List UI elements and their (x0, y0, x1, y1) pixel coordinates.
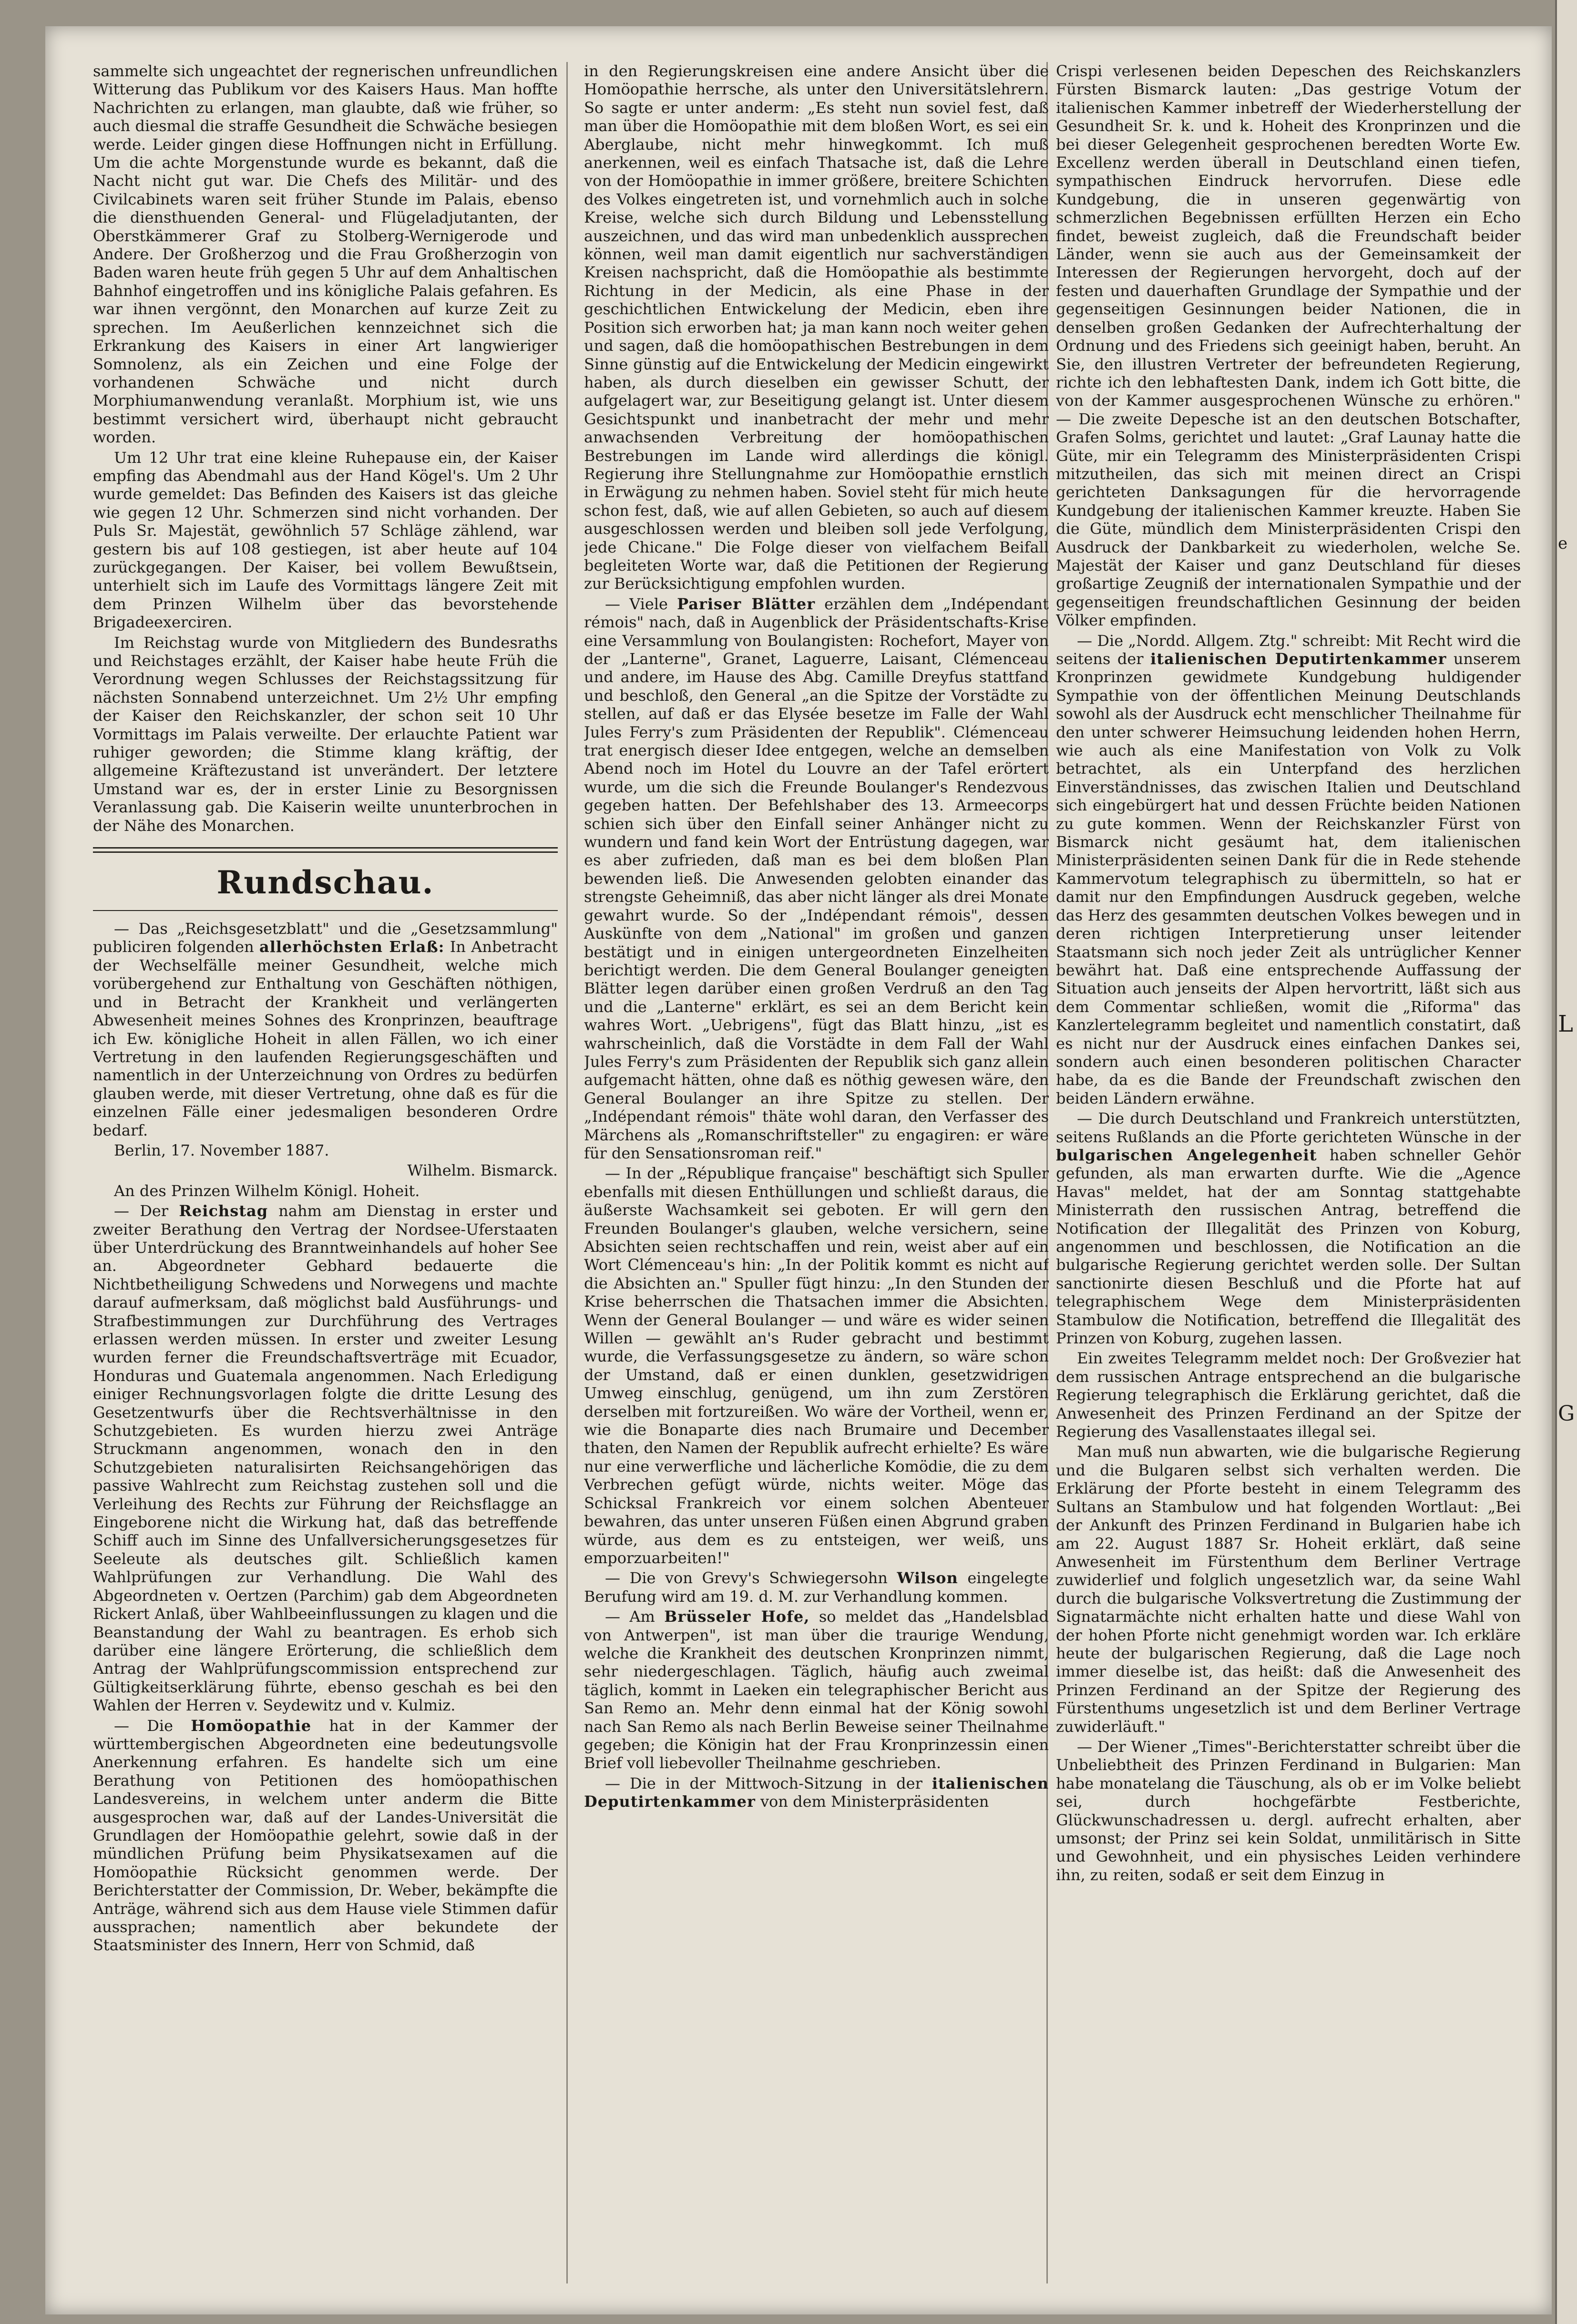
article-paragraph: — Das „Reichsgesetzblatt" und die „Gesetzsammlung" publiciren folgenden allerhöchsten Erlaß: In Anbetracht der Wechselfälle meiner Gesundheit, welche mich vorübergehend zur Enthaltung von Geschäften nöthigen, und in Betracht der Krankheit und verlängerten Abwesenheit meines Sohnes des Kronprinzen, beauftrage ich Ew. königliche Hoheit in allen Fällen, wo ich einer Vertretung in den laufenden Regierungsgeschäften und namentlich in der Unterzeichnung von Ordres zu bedürfen glauben werde, mit dieser Vertretung, ohne daß es für die einzelnen Fälle einer jedesmaligen besonderen Ordre bedarf. (93, 920, 558, 1139)
article-paragraph: — Der Reichstag nahm am Dienstag in erster und zweiter Berathung den Vertrag der Nordsee-Uferstaaten über Unterdrückung des Branntweinhandels auf hoher See an. Abgeordneter Gebhard bedauerte die Nichtbetheiligung Schwedens und Norwegens und machte darauf aufmerksam, daß möglichst bald Ausführungs- und Strafbestimmungen zur Durchführung des Vertrages erlassen werden müssen. In erster und zweiter Lesung wurden ferner die Freundschaftsverträge mit Ecuador, Honduras und Guatemala angenommen. Nach Erledigung einiger Rechnungsvorlagen folgte die dritte Lesung des Gesetzentwurfs über die Rechtsverhältnisse in den Schutzgebieten. Es wurden hierzu zwei Anträge Struckmann angenommen, wonach den in den Schutzgebieten naturalisirten Reichsangehörigen das passive Wahlrecht zum Reichstag zustehen soll und die Verleihung des Rechts zur Führung der Reichsflagge an Eingeborene nicht die Wirkung hat, daß das betreffende Schiff auch im Sinne des Unfallversicherungsgesetzes für Seeleute als deutsches gilt. Schließlich kamen Wahlprüfungen zur Verhandlung. Die Wahl des Abgeordneten v. Oertzen (Parchim) gab dem Abgeordneten Rickert Anlaß, über Wahlbeeinflussungen zu klagen und die Beanstandung der Wahl zu beantragen. Es erhob sich darüber eine längere Erörterung, die schließlich dem Antrag der Wahlprüfungscommission entsprechend zur Gültigkeitserklärung führte, ebenso geschah es bei den Wahlen der Herren v. Seydewitz und v. Kulmiz. (93, 1202, 558, 1715)
headline-keyword: allerhöchsten Erlaß: (259, 938, 445, 956)
column-3 (1056, 62, 1521, 2283)
paragraph: Um 12 Uhr trat eine kleine Ruhepause ein, der Kaiser empfing das Abendmahl aus der Hand Kögel's. Um 2 Uhr wurde gemeldet: Das Befinden des Kaisers ist das gleiche wie gegen 12 Uhr. Schmerzen sind nicht vorhanden. Der Puls Sr. Majestät, gewöhnlich 57 Schläge zählend, war gestern bis auf 108 gestiegen, ist aber heute auf 104 zurückgegangen. Der Kaiser, bei vollem Bewußtsein, unterhielt sich im Laufe des Vormittags längere Zeit mit dem Prinzen Wilhelm über das bevorstehende Brigadeexerciren. (93, 448, 558, 632)
headline-keyword: Reichstag (179, 1202, 268, 1220)
column-1 (93, 62, 558, 2283)
article-paragraph: — Die durch Deutschland und Frankreich unterstützten, seitens Rußlands an die Pforte gerichteten Wünsche in der bulgarischen Angelegenheit haben schneller Gehör gefunden, als man erwarten durfte. Wie die „Agence Havas" meldet, hat der am Sonntag stattgehabte Ministerrath den russischen Antrag, betreffend die Notification der Illegalität des Prinzen von Koburg, angenommen und beschlossen, die Notification an die bulgarische Regierung gerichtet werden solle. Der Sultan sanctionirte diesen Beschluß und die Pforte hat auf telegraphischem Wege dem Ministerpräsidenten Stambulow die Notification, betreffend die Illegalität des Prinzen von Koburg, zugehen lassen. (1056, 1109, 1521, 1348)
section-heading: Rundschau. (216, 864, 434, 901)
column-rule (566, 62, 568, 2283)
paragraph: Ein zweites Telegramm meldet noch: Der Großvezier hat dem russischen Antrage entsprechend an die bulgarische Regierung telegraphisch die Erklärung gerichtet, daß die Anwesenheit des Prinzen Ferdinand an der Spitze der Regierung des Vasallenstaates illegal sei. (1056, 1349, 1521, 1441)
article-paragraph: — Die in der Mittwoch-Sitzung in der italienischen Deputirtenkammer von dem Ministerpräsidenten (584, 1774, 1049, 1811)
article-paragraph: — Am Brüsseler Hofe, so meldet das „Handelsblad von Antwerpen", ist man über die traurige Wendung, welche die Krankheit des deutschen Kronprinzen nimmt, sehr niedergeschlagen. Täglich, häufig auch zweimal täglich, kommt in Laeken ein telegraphischer Bericht aus San Remo an. Mehr denn einmal hat der König sowohl nach San Remo als nach Berlin Beweise seiner Theilnahme gegeben; die Königin hat der Frau Kronprinzessin einen Brief voll liebevoller Theilnahme geschrieben. (584, 1607, 1049, 1772)
edge-letter: L (1558, 1011, 1573, 1037)
headline-keyword: italienischen Deputirtenkammer (1150, 650, 1447, 668)
headline-keyword: Homöopathie (191, 1716, 312, 1735)
paragraph: sammelte sich ungeachtet der regnerischen unfreundlichen Witterung das Publikum vor des Kaisers Haus. Man hoffte Nachrichten zu erlangen, man glaubte, daß wie früher, so auch diesmal die straffe Gesundheit die Schwäche besiegen werde. Leider gingen diese Hoffnungen nicht in Erfüllung. Um die achte Morgenstunde wurde es bekannt, daß die Nacht nicht gut war. Die Chefs des Militär- und des Civilcabinets waren seit früher Stunde im Palais, ebenso die diensthuenden General- und Flügeladjutanten, der Oberstkämmerer Graf zu Stolberg-Wernigerode und Andere. Der Großherzog und die Frau Großherzogin von Baden waren heute früh gegen 5 Uhr auf dem Anhaltischen Bahnhof eingetroffen und ins königliche Palais gefahren. Es war ihnen vergönnt, den Monarchen auf kurze Zeit zu sprechen. Im Aeußerlichen kennzeichnet sich die Erkrankung des Kaisers in einer Art langwieriger Somnolenz, als ein Zeichen und eine Folge der vorhandenen Schwäche und nicht durch Morphiumanwendung veranlaßt. Morphium ist, wie uns bestimmt versichert wird, überhaupt nicht gebraucht worden. (93, 62, 558, 447)
paragraph: Man muß nun abwarten, wie die bulgarische Regierung und die Bulgaren selbst sich verhalten werden. Die Erklärung der Pforte besteht in einem Telegramm des Sultans an Stambulow und hat folgenden Wortlaut: „Bei der Ankunft des Prinzen Ferdinand in Bulgarien habe ich am 22. August 1887 Sr. Hoheit erklärt, daß seine Anwesenheit im Fürstenthum dem Berliner Vertrage zuwiderlief und folglich ungesetzlich war, da seine Wahl durch die bulgarische Volksvertretung die Zustimmung der Signatarmächte nicht erhalten hatte und diese Wahl von der hohen Pforte nicht genehmigt worden war. Ich erkläre heute der bulgarischen Regierung, daß die Lage noch immer dieselbe ist, das heißt: daß die Anwesenheit des Prinzen Ferdinand an der Spitze der Regierung des Fürstenthums ungesetzlich ist und dem Berliner Vertrage zuwiderläuft." (1056, 1443, 1521, 1736)
article-paragraph: — Die Homöopathie hat in der Kammer der württembergischen Abgeordneten eine bedeutungsvolle Anerkennung erfahren. Es handelte sich um eine Berathung von Petitionen des homöopathischen Landesvereins, in welchem unter anderm die Bitte ausgesprochen war, daß auf der Landes-Universität die Grundlagen der Homöopathie gelehrt, sowie daß in der mündlichen Prüfung beim Physikatsexamen auf die Homöopathie Rücksicht genommen werde. Der Berichterstatter der Commission, Dr. Weber, bekämpfte die Anträge, während sich aus dem Hause viele Stimmen dafür aussprachen; namentlich aber bekundete der Staatsminister des Innern, Herr von Schmid, daß (93, 1716, 558, 1955)
headline-keyword: italienischen Deputirtenkammer (584, 1774, 1049, 1811)
column-2 (584, 62, 1049, 2283)
paragraph: — In der „République française" beschäftigt sich Spuller ebenfalls mit diesen Enthüllungen und schließt daraus, die äußerste Wachsamkeit sei geboten. Er will gern den Freunden Boulanger's glauben, welche versichern, seine Absichten seien rechtschaffen und rein, weist aber auf ein Wort Clémenceau's hin: „In der Politik kommt es nicht auf die Absichten an." Spuller fügt hinzu: „In den Stunden der Krise beherrschen die Thatsachen immer die Absichten. Wenn der General Boulanger — und wäre es wider seinen Willen — gewählt an's Ruder gebracht und bestimmt wurde, die Verfassungsgesetze zu ändern, so wäre schon der Umstand, daß er einen dunklen, gesetzwidrigen Umweg einschlug, genügend, um ihn zum Zerstören derselben mit fortzureißen. Wo wäre der Vortheil, wenn er, wie die Bonaparte dies nach Brumaire und December thaten, den Namen der Republik aufrecht erhielte? Es wäre nur eine verwerfliche und lächerliche Komödie, die zu dem Verbrechen gefügt würde, nichts weiter. Möge das Schicksal Frankreich vor einem solchen Abenteuer bewahren, das unter unseren Füßen einen Abgrund graben würde, aus dem es zu entsteigen, wer weiß, uns emporzuarbeiten!" (584, 1164, 1049, 1567)
article-paragraph: — Die „Nordd. Allgem. Ztg." schreibt: Mit Recht wird die seitens der italienischen Deputirtenkammer unserem Kronprinzen gewidmete Kundgebung huldigender Sympathie von der öffentlichen Meinung Deutschlands sowohl als der Ausdruck echt menschlicher Theilnahme für den unter schwerer Heimsuchung leidenden hohen Herrn, wie auch als eine Manifestation von Volk zu Volk betrachtet, als ein Unterpfand des herzlichen Einverständnisses, das zwischen Italien und Deutschland sich eingebürgert hat und dessen Früchte beiden Nationen zu gute kommen. Wenn der Reichskanzler Fürst von Bismarck nicht gesäumt hat, dem italienischen Ministerpräsidenten seinen Dank für die in Rede stehende Kammervotum telegraphisch zu übermitteln, so hat er damit nur den Empfindungen Ausdruck gegeben, welche das Herz des gesammten deutschen Volkes bewegen und in deren richtigen Interpretierung unser leitender Staatsmann sich noch jeder Zeit als untrüglicher Kenner bewährt hat. Daß eine entsprechende Auffassung der Situation auch jenseits der Alpen hervortritt, läßt sich aus dem Commentar schließen, womit die „Riforma" das Kanzlertelegramm begleitet und namentlich constatirt, daß es nicht nur der Ausdruck eines einfachen Dankes sei, sondern auch einen besonderen politischen Character habe, da es die Bande der Freundschaft zwischen den beiden Ländern erwähne. (1056, 631, 1521, 1107)
headline-keyword: Pariser Blätter (677, 594, 816, 613)
paragraph: — Der Wiener „Times"-Berichterstatter schreibt über die Unbeliebtheit des Prinzen Ferdinand in Bulgarien: Man habe monatelang die Täuschung, als ob er im Volke beliebt sei, durch hochgefärbte Festberichte, Glückwunschadressen u. dergl. aufrecht erhalten, aber umsonst; der Prinz sei kein Soldat, unmilitärisch in Sitte und Gewohnheit, und ein physisches Leiden verhindere ihn, zu reiten, sodaß er seit dem Einzug in (1056, 1737, 1521, 1884)
paragraph: Im Reichstag wurde von Mitgliedern des Bundesraths und Reichstages erzählt, der Kaiser habe heute Früh die Verordnung wegen Schlusses der Reichstagssitzung für nächsten Sonnabend unterzeichnet. Um 2½ Uhr empfing der Kaiser den Reichskanzler, der schon seit 10 Uhr Vormittags im Palais verweilte. Der erlauchte Patient war ruhiger geworden; die Stimme klang kräftig, der allgemeine Kräftezustand ist unverändert. Der letztere Umstand war es, der in erster Linie zu Besorgnissen Veranlassung gab. Die Kaiserin weilte ununterbrochen in der Nähe des Monarchen. (93, 633, 558, 835)
headline-keyword: bulgarischen Angelegenheit (1056, 1146, 1317, 1164)
headline-keyword: Brüsseler Hofe, (664, 1607, 810, 1626)
next-page-edge (1555, 0, 1577, 2324)
paragraph: in den Regierungskreisen eine andere Ansicht über die Homöopathie herrsche, als unter den Universitätslehrern. So sagte er unter anderm: „Es steht nun soviel fest, daß man über die Homöopathie mit dem bloßen Wort, es sei ein Aberglaube, nicht mehr hinwegkommt. Ich muß anerkennen, weil es einfach Thatsache ist, daß die Lehre von der Homöopathie in immer größere, breitere Schichten des Volkes eingetreten ist, und vornehmlich auch in solche Kreise, welche sich durch Bildung und Lebensstellung auszeichnen, und das wird man unbedenklich aussprechen können, weil man damit eigentlich nur sachverständigen Kreisen nachspricht, daß die Homöopathie als bestimmte Richtung in der Medicin, als eine Phase in der geschichtlichen Entwickelung der Medicin, eben ihre Position sich erworben hat; ja man kann noch weiter gehen und sagen, daß die homöopathischen Bestrebungen in dem Sinne günstig auf die Entwickelung der Medicin eingewirkt haben, als durch dieselben ein gewisser Schutt, der aufgelagert war, zur Beseitigung gelangt ist. Unter diesem Gesichtspunkt und inanbetracht der mehr und mehr anwachsenden Verbreitung der homöopathischen Bestrebungen im Lande wird allerdings die königl. Regierung ihre Stellungnahme zur Homöopathie ernstlich in Erwägung zu nehmen haben. Soviel steht für mich heute schon fest, daß, wie auf allen Gebieten, so auch auf diesem ausgeschlossen werden und bleiben soll jede Verfolgung, jede Chicane." Die Folge dieser von vielfachem Beifall begleiteten Worte war, daß die Petitionen der Regierung zur Berücksichtigung empfohlen wurden. (584, 62, 1049, 593)
section-rule (93, 847, 558, 849)
address-line: An des Prinzen Wilhelm Königl. Hoheit. (114, 1181, 420, 1200)
edge-letter: G (1558, 1402, 1575, 1426)
heading-rule (93, 910, 558, 911)
article-paragraph: — Die von Grevy's Schwiegersohn Wilson eingelegte Berufung wird am 19. d. M. zur Verhandlung kommen. (584, 1569, 1049, 1606)
paragraph: Crispi verlesenen beiden Depeschen des Reichskanzlers Fürsten Bismarck lauten: „Das gestrige Votum der italienischen Kammer inbetreff der Wiederherstellung der Gesundheit Sr. k. und k. Hoheit des Kronprinzen und die bei dieser Gelegenheit gesprochenen beredten Worte Ew. Excellenz werden überall in Deutschland einen tiefen, sympathischen Eindruck hervorrufen. Diese edle Kundgebung, die in unseren gegenwärtig von schmerzlichen Begebnissen erfüllten Herzen ein Echo findet, beweist zugleich, daß die Freundschaft beider Länder, wenn sie auch aus der Gemeinsamkeit der Interessen der Regierungen hervorgeht, doch auf der festen und dauerhaften Grundlage der Sympathie und der gegenseitigen Gesinnungen beider Nationen, die in denselben großen Gedanken der Aufrechterhaltung der Ordnung und des Friedens sich geeinigt haben, beruht. An Sie, den illustren Vertreter der befreundeten Regierung, richte ich den lebhaftesten Dank, indem ich Gott bitte, die von der Kammer ausgesprochenen Wünsche zu erhören." — Die zweite Depesche ist an den deutschen Botschafter, Grafen Solms, gerichtet und lautet: „Graf Launay hatte die Güte, mir ein Telegramm des Ministerpräsidenten Crispi mitzutheilen, das sich mit meinen direct an Crispi gerichteten Danksagungen für die hervorragende Kundgebung der italienischen Kammer kreuzte. Haben Sie die Güte, mündlich dem Ministerpräsidenten Crispi den Ausdruck der Dankbarkeit zu wiederholen, welche Se. Majestät der Kaiser und ganz Deutschland für dieses großartige Zeugniß der internationalen Sympathie und der gegenseitigen freundschaftlichen Gesinnung der beiden Völker empfinden. (1056, 62, 1521, 630)
signature-line: Wilhelm. Bismarck. (407, 1161, 558, 1180)
edge-letter: e (1558, 534, 1568, 553)
headline-keyword: Wilson (897, 1569, 958, 1587)
section-rule (93, 851, 558, 853)
dateline: Berlin, 17. November 1887. (114, 1141, 329, 1159)
article-paragraph: — Viele Pariser Blätter erzählen dem „Indépendant rémois" nach, daß in Augenblick der Präsidentschafts-Krise eine Versammlung von Boulangisten: Rochefort, Mayer von der „Lanterne", Granet, Laguerre, Laisant, Clémenceau und andere, im Hause des Abg. Camille Dreyfus stattfand und beschloß, den General „an die Spitze der Vorstädte zu stellen, auf daß er das Elysée besetze im Falle der Wahl Jules Ferry's zum Präsidenten der Republik". Clémenceau trat energisch dieser Idee entgegen, welche an demselben Abend noch im Hotel du Louvre an der Tafel erörtert wurde, um die sich die Freunde Boulanger's Rendezvous gegeben hatten. Der Befehlshaber des 13. Armeecorps schien sich über den Einfall seiner Anhänger nicht zu wundern und fand kein Wort der Entrüstung dagegen, war es aber zufrieden, daß man es bei dem bloßen Plan bewenden ließ. Die Anwesenden gelobten einander das strengste Geheimniß, das aber nicht länger als drei Monate gewahrt wurde. So der „Indépendant rémois", dessen Auskünfte von dem „National" im großen und ganzen bestätigt und in einigen untergeordneten Einzelheiten berichtigt werden. Die dem General Boulanger geneigten Blätter legen darüber einen großen Verdruß an den Tag und die „Lanterne" erklärt, es sei an dem Bericht kein wahres Wort. „Uebrigens", fügt das Blatt hinzu, „ist es wahrscheinlich, daß die Vorstädte in dem Fall der Wahl Jules Ferry's zum Präsidenten der Republik sich ganz allein aufgemacht hätten, ohne daß es nöthig gewesen wäre, den General Boulanger an ihre Spitze zu stellen. Der „Indépendant rémois" thäte wohl daran, den Verfasser des Märchens als „Romanschriftsteller" zu engagiren: er wäre für den Sensationsroman reif." (584, 594, 1049, 1162)
